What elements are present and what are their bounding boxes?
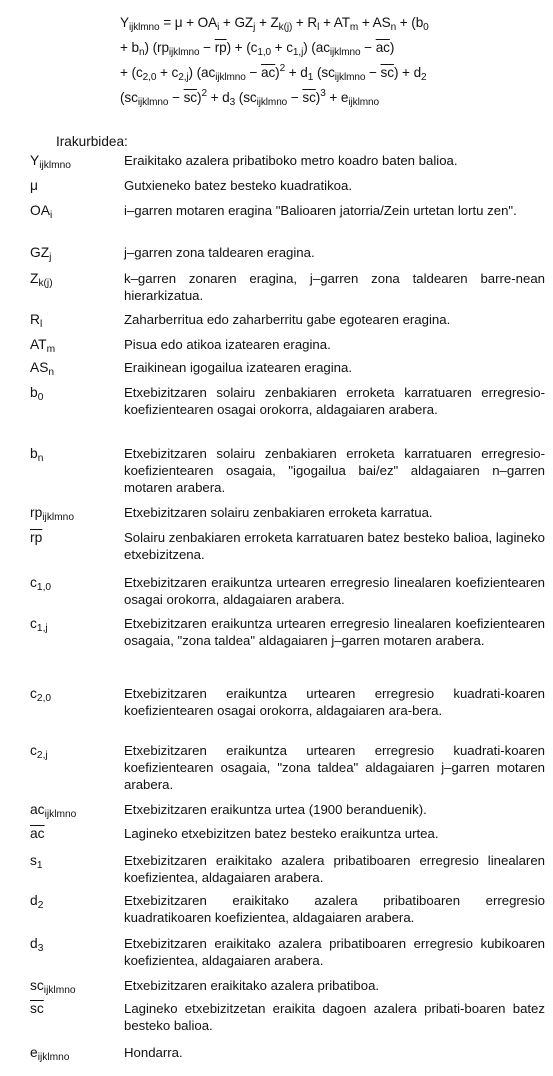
definition-symbol: $d_2$ — [30, 893, 44, 911]
definition-symbol: $ac_{ijklmno}$ — [30, 802, 77, 820]
definition-text: Etxebizitzaren eraikitako azalera pribatiboaren erregresio kubikoaren koefizientea, aldagaiaren arabera. — [124, 936, 545, 968]
definition-symbol: $rp_{ijklmno}$ — [30, 505, 75, 523]
definition-text: i–garren motaren eragina "Balioaren jatorria/Zein urtetan lortu zen". — [124, 203, 517, 218]
definition-text: Etxebizitzaren eraikuntza urtearen erregresio kuadrati-koaren koefizientearen osagaia, "zona taldea" aldagaiaren j–garren motaren arabera. — [124, 743, 545, 792]
definition-row — [30, 935, 545, 969]
definition-symbol: $c_{1,j}$ — [30, 616, 48, 634]
definition-text: Etxebizitzaren eraikuntza urtea (1900 beranduenik). — [124, 802, 427, 817]
definition-row — [30, 202, 545, 219]
definition-row — [30, 977, 545, 994]
definition-text: Etxebizitzaren eraikuntza urtearen erregresio linealaren koefizientearen osagai orokorra, aldagaiaren arabera. — [124, 575, 545, 607]
definition-row — [30, 529, 545, 563]
definition-symbol: $R_l$ — [30, 312, 43, 330]
definition-text: Etxebizitzaren eraikuntza urtearen erregresio linealaren koefizientearen osagaia, "zona taldea" aldagaiaren j–garren motaren arabera. — [124, 616, 545, 648]
definition-text: Etxebizitzaren eraikitako azalera pribatiboaren erregresio kuadratikoaren koefizientea, aldagaiaren arabera. — [124, 893, 545, 925]
definition-row — [30, 685, 545, 719]
definition-text: Etxebizitzaren solairu zenbakiaren erroketa karratuaren erregresio-koefizientearen osagaia, "igogailua bai/ez" aldagaiaren n–garren motaren arabera. — [124, 446, 545, 495]
definition-row — [30, 177, 545, 194]
definition-symbol: $c_{1,0}$ — [30, 575, 52, 593]
definition-symbol: $b_n$ — [30, 446, 44, 464]
definition-symbol: $d_3$ — [30, 936, 44, 954]
definition-symbol: $\overline{rp}$ — [30, 530, 43, 545]
definition-symbol: $Z_{k(j)}$ — [30, 271, 53, 289]
definition-row — [30, 615, 545, 649]
definition-text: Pisua edo atikoa izatearen eragina. — [124, 337, 331, 352]
definition-row — [30, 384, 545, 418]
definition-symbol: $\overline{ac}$ — [30, 826, 45, 841]
definition-text: Etxebizitzaren solairu zenbakiaren erroketa karratua. — [124, 505, 433, 520]
definition-row — [30, 825, 545, 842]
definition-text: Lagineko etxebizitzetan eraikita dagoen azalera pribati-boaren batez besteko balioa. — [124, 1001, 545, 1033]
definition-row — [30, 359, 545, 376]
definition-symbol: $Y_{ijklmno}$ — [30, 153, 71, 171]
definition-text: Eraikitako azalera pribatiboko metro koadro baten balioa. — [124, 153, 458, 168]
definition-row — [30, 892, 545, 926]
definition-text: Gutxieneko batez besteko kuadratikoa. — [124, 178, 352, 193]
definition-symbol: $c_{2,0}$ — [30, 686, 52, 704]
formula-line-2: + $b_n$) $(rp_{ijklmno} - \overline{rp}) + (c_{1,0} + c_{1,j}) (ac_{ijklmno} - \overline{ac})$ — [120, 40, 395, 58]
definition-row — [30, 742, 545, 793]
definition-row — [30, 152, 545, 169]
definition-symbol: $OA_i$ — [30, 203, 53, 221]
definition-row — [30, 445, 545, 496]
definition-symbol: $AS_n$ — [30, 360, 55, 378]
definition-text: Solairu zenbakiaren erroketa karratuaren batez besteko balioa, lagineko etxebizitzena. — [124, 530, 545, 562]
definition-text: Etxebizitzaren eraikuntza urtearen erregresio kuadrati-koaren koefizientearen osagai orokorra, aldagaiaren ara-bera. — [124, 686, 545, 718]
legend-intro: Irakurbidea: — [56, 134, 128, 149]
definition-text: Etxebizitzaren solairu zenbakiaren erroketa karratuaren erregresio-koefizientearen osagai orokorra, aldagaiaren arabera. — [124, 385, 545, 417]
definition-symbol: $c_{2,j}$ — [30, 743, 48, 761]
definition-row — [30, 270, 545, 304]
definition-row — [30, 574, 545, 608]
formula-line-1: $Y_{ijklmno} = \mu + OA_i + GZ_j + Z_{k(j)} + R_l + AT_m + AS_n + (b_0$ — [120, 15, 429, 33]
definition-text: Hondarra. — [124, 1045, 183, 1060]
definition-row — [30, 244, 545, 261]
definition-row — [30, 504, 545, 521]
formula-line-4: $(sc_{ijklmno} - \overline{sc})^2 + d_3$ $(sc_{ijklmno} - \overline{sc})^3 + e_{ijklmno}$ — [120, 88, 379, 108]
definition-row — [30, 852, 545, 886]
definition-symbol: $s_1$ — [30, 853, 43, 871]
definition-text: j–garren zona taldearen eragina. — [124, 245, 315, 260]
definition-text: Etxebizitzaren eraikitako azalera pribatiboaren erregresio linealaren koefizientea, aldagaiaren arabera. — [124, 853, 545, 885]
definition-symbol: $\overline{sc}$ — [30, 1001, 44, 1016]
formula-line-3: + $(c_{2,0} + c_{2,j}) (ac_{ijklmno} - \overline{ac})^2 + d_1$ $(sc_{ijklmno} - \overline{sc}) + d_2$ — [120, 63, 427, 83]
definition-row — [30, 336, 545, 353]
definition-text: Lagineko etxebizitzen batez besteko eraikuntza urtea. — [124, 826, 439, 841]
definition-symbol: μ — [30, 178, 38, 193]
regression-formula — [120, 10, 545, 110]
definition-text: Eraikinean igogailua izatearen eragina. — [124, 360, 353, 375]
definition-row — [30, 1000, 545, 1034]
definition-text: Zaharberritua edo zaharberritu gabe egotearen eragina. — [124, 312, 451, 327]
definition-symbol: $b_0$ — [30, 385, 44, 403]
definition-symbol: $GZ_j$ — [30, 245, 52, 263]
definition-symbol: $sc_{ijklmno}$ — [30, 978, 76, 996]
definition-symbol: $AT_m$ — [30, 337, 56, 355]
definition-row — [30, 801, 545, 818]
definition-text: k–garren zonaren eragina, j–garren zona taldearen barre-nean hierarkizatua. — [124, 271, 545, 303]
definition-row — [30, 311, 545, 328]
definition-text: Etxebizitzaren eraikitako azalera pribatiboa. — [124, 978, 380, 993]
definition-row — [30, 1044, 545, 1061]
definition-symbol: $e_{ijklmno}$ — [30, 1045, 70, 1063]
